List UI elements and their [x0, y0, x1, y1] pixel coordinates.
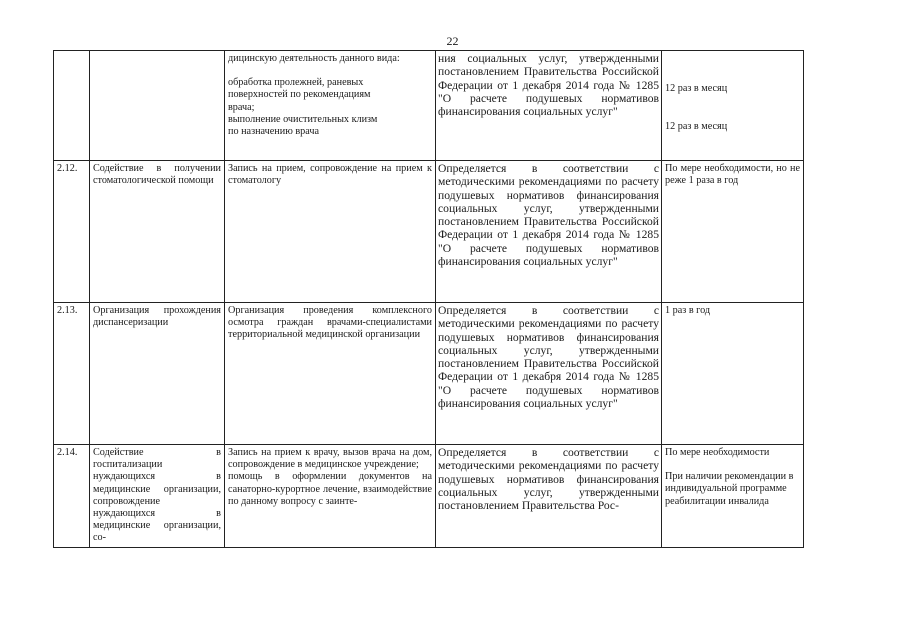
frequency-text: При наличии рекомендации в индивидуальной программе реабилитации инвалида — [665, 471, 794, 507]
row-number-cell — [54, 51, 90, 161]
services-table — [53, 50, 804, 548]
row-number-cell: 2.12. — [54, 161, 90, 303]
norm-cell: Определяется в соответствии с методическими рекомендациями по расчету подушевых нормативов финансирования социальных услуг, утвержденными постановлением Правительства Российской Федерации от 1 декабря 2014 года № 1285 "О расчете подушевых нормативов финансирования социальных услуг" — [436, 303, 662, 445]
norm-cell — [436, 51, 662, 161]
page-number: 22 — [446, 34, 459, 48]
frequency-text: По мере необходимости — [665, 447, 770, 458]
content-text: дицинскую деятельность данного вида: — [228, 53, 400, 64]
frequency-cell — [662, 51, 804, 161]
frequency-cell: 1 раз в год — [662, 303, 804, 445]
service-name-cell: Содействие в госпитализации нуждающихся в медицинские организации, сопровождение нуждающихся в медицинские организации, со- — [90, 445, 225, 548]
content-text: Запись на прием к врачу, вызов врача на дом, сопровождение в медицинское учреждение; помощь в оформлении документов на санаторно-курортное лечение, взаимодействие по данному вопросу с заинте- — [228, 447, 432, 507]
frequency-cell — [662, 445, 804, 548]
norm-cell: Определяется в соответствии с методическими рекомендациями по расчету подушевых нормативов финансирования социальных услуг, утвержденными постановлением Правительства Российской Федерации от 1 декабря 2014 года № 1285 "О расчете подушевых нормативов финансирования социальных услуг" — [436, 161, 662, 303]
service-name-cell: Организация прохождения диспансеризации — [90, 303, 225, 445]
norm-cell: Определяется в соответствии с методическими рекомендациями по расчету подушевых нормативов финансирования социальных услуг, утвержденными постановлением Правительства Рос- — [436, 445, 662, 548]
table-row — [54, 161, 804, 303]
service-content-cell — [225, 445, 436, 548]
row-number-cell: 2.13. — [54, 303, 90, 445]
frequency-text: 12 раз в месяц — [665, 83, 728, 94]
service-content-cell — [225, 51, 436, 161]
row-number-cell: 2.14. — [54, 445, 90, 548]
table-row — [54, 445, 804, 548]
frequency-cell: По мере необходимости, но не реже 1 раза в год — [662, 161, 804, 303]
content-text: обработка пролежней, раневых поверхностей по рекомендациям врача; выполнение очистительных клизм по назначению врача — [228, 77, 378, 138]
service-content-cell: Запись на прием, сопровождение на прием к стоматологу — [225, 161, 436, 303]
norm-text: ния социальных услуг, утвержденными постановлением Правительства Российской Федерации от 1 декабря 2014 года № 1285 "О расчете подушевых нормативов финансирования социальных услуг" — [438, 52, 659, 119]
service-content-cell: Организация проведения комплексного осмотра граждан врачами-специалистами территориальной медицинской организации — [225, 303, 436, 445]
table-row — [54, 51, 804, 161]
service-name-cell: Содействие в получении стоматологической помощи — [90, 161, 225, 303]
frequency-text: 12 раз в месяц — [665, 121, 728, 133]
table-row — [54, 303, 804, 445]
service-name-cell — [90, 51, 225, 161]
